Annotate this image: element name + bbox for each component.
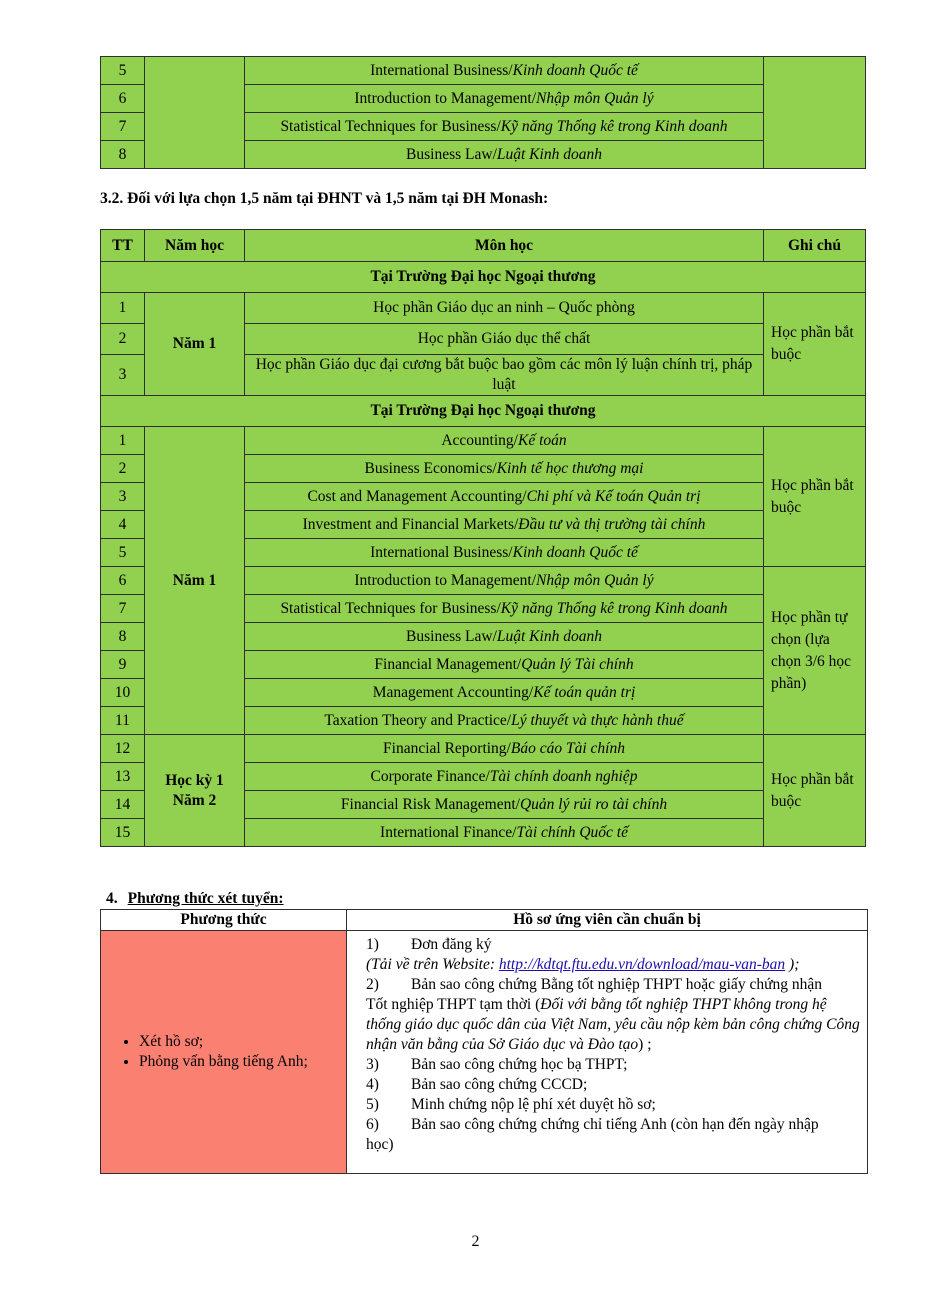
section-4-title: Phương thức xét tuyển:: [127, 890, 284, 907]
row-number: 8: [101, 141, 145, 169]
subject-cell: [245, 623, 764, 651]
subject-cell: [245, 735, 764, 763]
subject-en: Accounting/: [441, 431, 518, 449]
section-4-number: 4.: [106, 890, 118, 907]
row-number: 1: [101, 427, 145, 455]
year-cell: Năm 1: [145, 427, 245, 735]
subject-en: Statistical Techniques for Business/: [280, 117, 501, 135]
subject-en: Financial Management/: [374, 655, 522, 673]
subject-cell: [245, 511, 764, 539]
row-number: 12: [101, 735, 145, 763]
subject-cell: [245, 141, 764, 169]
note-cell: Học phần bắt buộc: [764, 735, 866, 847]
row-number: 3: [101, 355, 145, 396]
note-cell: [764, 57, 866, 169]
subject-en: International Business/: [370, 61, 513, 79]
subject-en: Business Law/: [406, 145, 497, 163]
table-row: [101, 396, 866, 427]
subject-vi: Tài chính Quốc tế: [516, 823, 628, 841]
subject-en: Business Economics/: [364, 459, 497, 477]
year-line: Năm 2: [172, 791, 217, 809]
subject-vi: Kinh doanh Quốc tế: [512, 543, 638, 561]
note-cell: Học phần bắt buộc: [764, 427, 866, 567]
doc-item-2-cont: Tốt nghiệp THPT tạm thời (Đối với bằng tốt nghiệp THPT không trong hệ thống giáo dục quốc dân của Việt Nam, yêu cầu nộp kèm bản công chứng Công nhận văn bằng của Sở Giáo dục và Đào tạo) ;: [366, 996, 860, 1053]
doc-item-6-cont: học): [366, 1136, 394, 1153]
group-title-row: Tại Trường Đại học Ngoại thương: [101, 396, 866, 427]
row-number: 3: [101, 483, 145, 511]
subject-en: Corporate Finance/: [370, 767, 490, 785]
subject-cell: [245, 679, 764, 707]
row-number: 5: [101, 57, 145, 85]
subject-vi: Kỹ năng Thống kê trong Kinh doanh: [500, 117, 728, 135]
subject-en: Management Accounting/: [372, 683, 534, 701]
admission-table: [100, 909, 868, 1174]
continuation-table: [100, 56, 866, 169]
subject-en: Introduction to Management/: [354, 89, 537, 107]
download-link[interactable]: http://kdtqt.ftu.edu.vn/download/mau-van-ban: [498, 956, 786, 973]
subject-en: Taxation Theory and Practice/: [324, 711, 512, 729]
subject-cell: [245, 455, 764, 483]
subject-en: Cost and Management Accounting/: [307, 487, 527, 505]
subject-cell: Học phần Giáo dục thể chất: [245, 324, 764, 355]
row-number: 2: [101, 455, 145, 483]
year-cell: Năm 1: [145, 293, 245, 396]
table-header-row: [101, 230, 866, 262]
subject-en: International Finance/: [380, 823, 517, 841]
row-number: 8: [101, 623, 145, 651]
subject-vi: Nhập môn Quản lý: [536, 89, 654, 107]
doc-item-5: 5) Minh chứng nộp lệ phí xét duyệt hồ sơ;: [366, 1096, 656, 1113]
method-item: • Phỏng vấn bằng tiếng Anh;: [139, 1052, 346, 1072]
method-cell: [101, 931, 347, 1174]
doc-item-4: 4) Bản sao công chứng CCCD;: [366, 1076, 588, 1093]
subject-vi: Kế toán: [517, 431, 567, 449]
subject-vi: Kinh doanh Quốc tế: [512, 61, 638, 79]
method-item: • Xét hồ sơ;: [139, 1032, 346, 1052]
row-number: 15: [101, 819, 145, 847]
subject-vi: Quản lý rủi ro tài chính: [519, 795, 668, 813]
curriculum-table: [100, 229, 866, 847]
doc-item-1: 1) Đơn đăng ký: [366, 936, 492, 953]
subject-en: Financial Reporting/: [383, 739, 511, 757]
page-number: 2: [471, 1233, 480, 1250]
subject-cell: [245, 427, 764, 455]
header-subject: Môn học: [245, 230, 764, 262]
documents-cell: [347, 931, 868, 1174]
note-cell: Học phần tự chọn (lựa chọn 3/6 học phần): [764, 567, 866, 735]
subject-vi: Tài chính doanh nghiệp: [489, 767, 638, 785]
row-number: 7: [101, 595, 145, 623]
subject-cell: [245, 567, 764, 595]
note-cell: Học phần bắt buộc: [764, 293, 866, 396]
table-row: [101, 293, 866, 324]
row-number: 2: [101, 324, 145, 355]
subject-en: International Business/: [370, 543, 513, 561]
section-4-heading: [106, 890, 284, 908]
table-row: [101, 57, 866, 85]
row-number: 1: [101, 293, 145, 324]
row-number: 4: [101, 511, 145, 539]
subject-cell: [245, 539, 764, 567]
doc-item-3: 3) Bản sao công chứng học bạ THPT;: [366, 1056, 628, 1073]
subject-vi: Kỹ năng Thống kê trong Kinh doanh: [500, 599, 728, 617]
method-list: [101, 1032, 346, 1072]
header-method: Phương thức: [101, 910, 347, 931]
row-number: 14: [101, 791, 145, 819]
subject-en: Investment and Financial Markets/: [302, 515, 519, 533]
row-number: 10: [101, 679, 145, 707]
subject-vi: Báo cáo Tài chính: [510, 739, 625, 757]
doc-item-1-note: (Tải về trên Website: http://kdtqt.ftu.edu.vn/download/mau-van-ban );: [366, 956, 800, 973]
row-number: 6: [101, 85, 145, 113]
table-row: [101, 735, 866, 763]
header-documents: Hồ sơ ứng viên cần chuẩn bị: [347, 910, 868, 931]
row-number: 5: [101, 539, 145, 567]
subject-en: Business Law/: [406, 627, 497, 645]
row-number: 6: [101, 567, 145, 595]
group-title-row: Tại Trường Đại học Ngoại thương: [101, 262, 866, 293]
year-line: Học kỳ 1: [165, 771, 224, 789]
header-note: Ghi chú: [764, 230, 866, 262]
subject-vi: Luật Kinh doanh: [496, 627, 602, 645]
subject-cell: [245, 707, 764, 735]
subject-cell: [245, 113, 764, 141]
table-row: [101, 262, 866, 293]
header-tt: TT: [101, 230, 145, 262]
row-number: 11: [101, 707, 145, 735]
subject-vi: Kế toán quản trị: [533, 683, 636, 701]
subject-vi: Đầu tư và thị trường tài chính: [518, 515, 706, 533]
row-number: 13: [101, 763, 145, 791]
subject-cell: Học phần Giáo dục an ninh – Quốc phòng: [245, 293, 764, 324]
row-number: 7: [101, 113, 145, 141]
year-cell: [145, 57, 245, 169]
section-3-2-heading: 3.2. Đối với lựa chọn 1,5 năm tại ĐHNT và 1,5 năm tại ĐH Monash:: [100, 190, 549, 207]
subject-cell: [245, 763, 764, 791]
row-number: 9: [101, 651, 145, 679]
subject-cell: [245, 57, 764, 85]
subject-cell: [245, 595, 764, 623]
subject-vi: Lý thuyết và thực hành thuế: [511, 711, 684, 729]
header-year: Năm học: [145, 230, 245, 262]
table-row: [101, 427, 866, 455]
subject-vi: Chi phí và Kế toán Quản trị: [526, 487, 701, 505]
subject-cell: [245, 85, 764, 113]
subject-vi: Quản lý Tài chính: [521, 655, 634, 673]
subject-cell: [245, 483, 764, 511]
subject-en: Introduction to Management/: [354, 571, 537, 589]
doc-item-6: 6) Bản sao công chứng chứng chỉ tiếng Anh (còn hạn đến ngày nhập: [366, 1116, 819, 1133]
subject-vi: Nhập môn Quản lý: [536, 571, 654, 589]
year-cell: [145, 735, 245, 847]
subject-cell: [245, 819, 764, 847]
doc-item-2: 2) Bản sao công chứng Bằng tốt nghiệp THPT hoặc giấy chứng nhận: [366, 976, 822, 993]
subject-vi: Kinh tế học thương mại: [496, 459, 644, 477]
subject-cell: Học phần Giáo dục đại cương bắt buộc bao gồm các môn lý luận chính trị, pháp luật: [245, 355, 764, 396]
subject-en: Financial Risk Management/: [340, 795, 520, 813]
subject-vi: Luật Kinh doanh: [496, 145, 602, 163]
subject-cell: [245, 791, 764, 819]
subject-en: Statistical Techniques for Business/: [280, 599, 501, 617]
subject-cell: [245, 651, 764, 679]
